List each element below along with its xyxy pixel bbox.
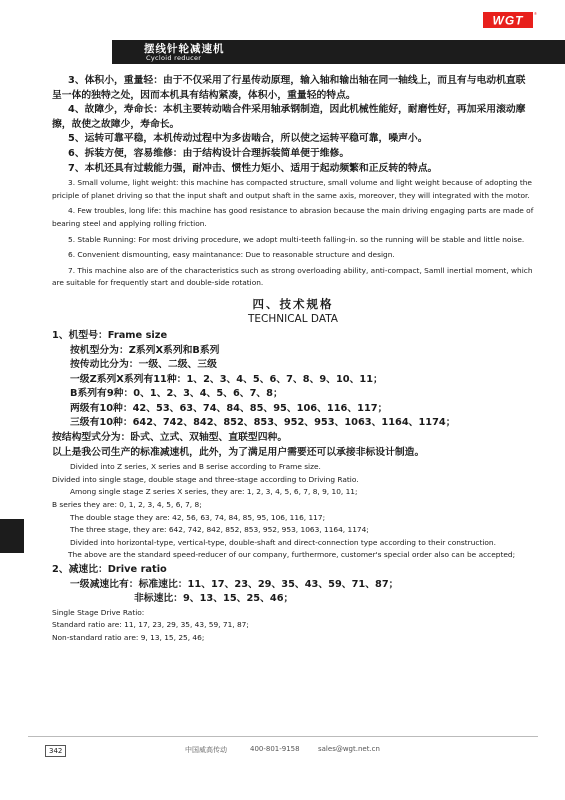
- side-tab-marker: [0, 519, 24, 553]
- page-content: [52, 74, 534, 645]
- frame-en-b: B series they are: 0, 1, 2, 3, 4, 5, 6, 7, 8;: [52, 500, 202, 510]
- frame-heading: 1、机型号：Frame size: [52, 329, 168, 341]
- frame-by-form: 按结构型式分为：卧式、立式、双轴型、直联型四种。: [52, 432, 288, 444]
- svg-text:WGT: WGT: [492, 13, 524, 28]
- frame-note-zh: 以上是我公司生产的标准减速机，此外，为了满足用户需要还可以承接非标设计制造。: [52, 446, 425, 458]
- ratio-heading: 2、减速比：Drive ratio: [52, 564, 167, 575]
- frame-double: 两级有10种：42、53、63、74、84、85、95、106、116、117；: [70, 402, 388, 414]
- feature-zh-6: 6、拆装方便，容易维修：由于结构设计合理拆装简单便于维修。: [68, 147, 350, 159]
- frame-en-single: Among single stage Z series X series, they are: 1, 2, 3, 4, 5, 6, 7, 8, 9, 10, 11;: [70, 487, 358, 497]
- ratio-single-standard: 一级减速比有：标准速比：11、17、23、29、35、43、59、71、87；: [70, 578, 399, 590]
- frame-triple: 三级有10种：642、742、842、852、853、952、953、1063、1164、1174；: [70, 417, 456, 429]
- feature-zh-5: 5、运转可靠平稳，本机传动过程中为多齿啮合，所以使之运转平稳可靠，噪声小。: [68, 133, 428, 145]
- footer-company: 中国威高传动: [185, 746, 227, 754]
- ratio-en-standard: Standard ratio are: 11, 17, 23, 29, 35, 43, 59, 71, 87;: [52, 620, 249, 630]
- frame-en-triple: The three stage, they are: 642, 742, 842, 852, 853, 952, 953, 1063, 1164, 1174;: [70, 525, 369, 535]
- section-title: 四、技术规格: [252, 296, 334, 311]
- feature-en-3: 3. Small volume, light weight: this machine has compacted structure, small volume and light weight because of adopting the priciple of planet driving so that the input shaft and output shaft in the same axis, moreover, they will integrated with the motor.: [52, 178, 532, 200]
- feature-en-6: 6. Convenient dismounting, easy maintanance: Due to reasonable structure and design.: [68, 250, 395, 260]
- feature-en-4: 4. Few troubles, long life: this machine has good resistance to abrasion because the main driving engaging parts are made of bearing steel and applying rolling friction.: [52, 206, 534, 228]
- feature-zh-3: 3、体积小，重量轻：由于不仅采用了行星传动原理，输入轴和输出轴在同一轴线上，而且有与电动机直联呈一体的独特之处，因而本机具有结构紧凑，体积小，重量轻的特点。: [52, 75, 526, 101]
- frame-single-z: 一级Z系列X系列有11种：1、2、3、4、5、6、7、8、9、10、11；: [70, 373, 383, 385]
- frame-en-stage: Divided into single stage, double stage and three-stage according to Driving Ratio.: [52, 474, 359, 484]
- header-title: 摆线针轮减速机: [144, 43, 225, 55]
- frame-en-double: The double stage they are: 42, 56, 63, 74, 84, 85, 95, 106, 116, 117;: [70, 512, 326, 522]
- feature-en-5: 5. Stable Running: For most driving procedure, we adopt multi-teeth falling-in. so the running will be stable and little noise.: [68, 234, 525, 244]
- footer-phone: 400-801-9158: [250, 745, 300, 753]
- frame-b-series: B系列有9种：0、1、2、3、4、5、6、7、8；: [70, 388, 283, 400]
- page-number: 342: [45, 745, 66, 757]
- frame-en-note: The above are the standard speed-reducer of our company, furthermore, customer's special order also can be accepted;: [68, 550, 516, 560]
- header-subtitle: Cycloid reducer: [146, 54, 202, 62]
- frame-en-series: Divided into Z series, X series and B serise according to Frame size.: [70, 462, 321, 472]
- section-title-en: TECHNICAL DATA: [248, 312, 338, 325]
- wgt-logo: [483, 9, 537, 31]
- footer-email[interactable]: sales@wgt.net.cn: [318, 745, 380, 753]
- ratio-en-nonstandard: Non-standard ratio are: 9, 13, 15, 25, 46;: [52, 632, 205, 642]
- ratio-single-nonstandard: 非标速比：9、13、15、25、46；: [134, 593, 294, 605]
- feature-zh-7: 7、本机还具有过载能力强，耐冲击、惯性力矩小、适用于起动频繁和正反转的特点。: [68, 162, 438, 174]
- ratio-en-heading: Single Stage Drive Ratio:: [52, 607, 145, 617]
- frame-en-form: Divided into horizontal-type, vertical-type, double-shaft and direct-connection type according to their construction.: [70, 537, 496, 547]
- header-band: [0, 0, 565, 38]
- frame-by-type: 按机型分为：Z系列X系列和B系列: [70, 344, 220, 356]
- footer-divider: [28, 736, 538, 737]
- feature-zh-4: 4、故障少，寿命长：本机主要转动啮合件采用轴承钢制造，因此机械性能好，耐磨性好，再加采用滚动摩擦，故使之故障少，寿命长。: [52, 104, 526, 130]
- frame-by-ratio: 按传动比分为：一级、二级、三级: [70, 359, 217, 371]
- svg-text:®: ®: [534, 11, 537, 16]
- feature-en-7: 7. This machine also are of the characteristics such as strong overloading ability, anti-compact, Samll inertial moment, which are suitable for frequently start and double-side rotation.: [52, 265, 533, 288]
